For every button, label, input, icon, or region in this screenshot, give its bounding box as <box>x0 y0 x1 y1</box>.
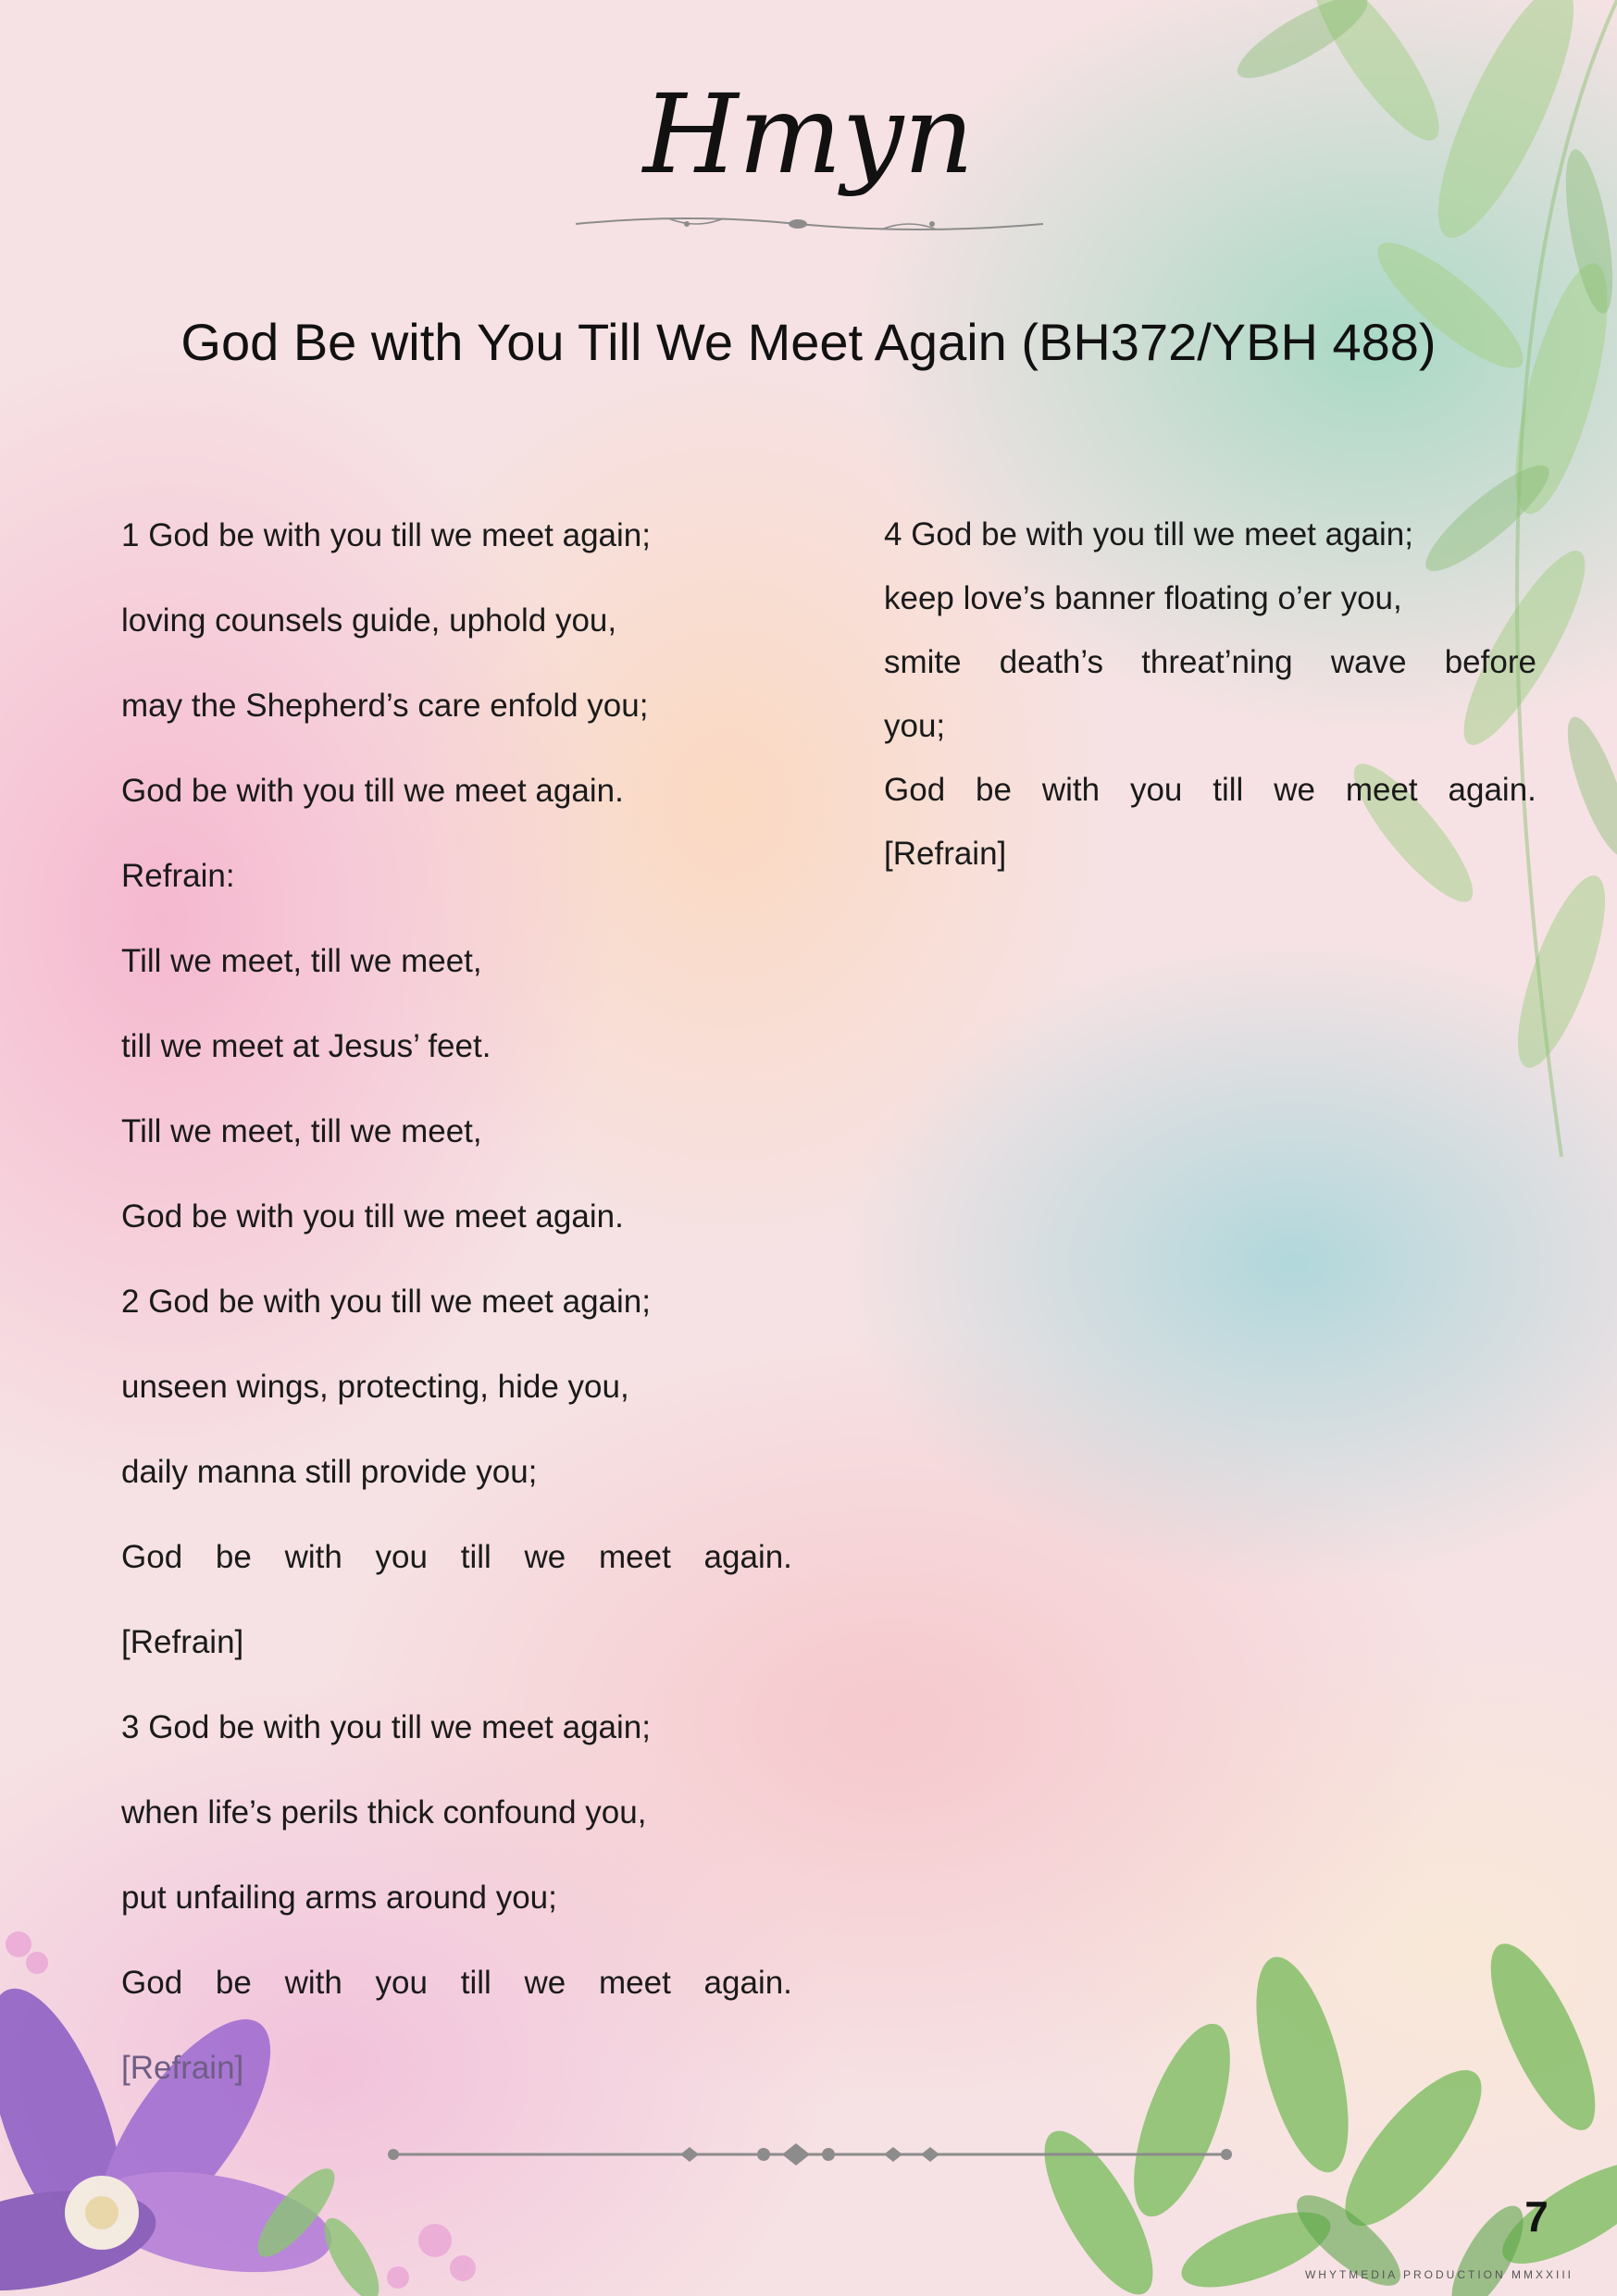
verse-line: 4 God be with you till we meet again; <box>884 516 1413 552</box>
verse-line-justified <box>121 1529 792 1614</box>
verse-line: may the Shepherd’s care enfold you; <box>121 688 649 724</box>
hymn-right-column <box>884 507 1536 890</box>
refrain-line: Till we meet, till we meet, <box>121 1113 482 1149</box>
word: with <box>284 1539 342 1575</box>
footer-ornament-divider <box>384 2136 1236 2173</box>
refrain-marker: [Refrain] <box>121 1624 244 1660</box>
word: God <box>121 1539 183 1575</box>
word: till <box>460 1965 491 2001</box>
refrain-line: God be with you till we meet again. <box>121 1198 624 1235</box>
word: we <box>524 1539 566 1575</box>
word: you <box>375 1539 428 1575</box>
verse-line: keep love’s banner floating o’er you, <box>884 580 1402 616</box>
word: you <box>1129 772 1183 808</box>
verse-line: unseen wings, protecting, hide you, <box>121 1369 629 1405</box>
word: wave <box>1330 644 1407 680</box>
word: meet <box>599 1965 671 2001</box>
verse-line-justified <box>884 635 1536 699</box>
word: till <box>460 1539 491 1575</box>
refrain-marker: [Refrain] <box>121 2050 244 2086</box>
word: meet <box>599 1539 671 1575</box>
word: be <box>976 772 1012 808</box>
word: we <box>524 1965 566 2001</box>
hymn-left-column <box>121 507 792 2125</box>
refrain-marker: [Refrain] <box>884 836 1007 872</box>
word: we <box>1274 772 1315 808</box>
verse-line-justified <box>884 763 1536 826</box>
word: before <box>1444 644 1536 680</box>
refrain-line: Till we meet, till we meet, <box>121 943 482 979</box>
verse-line-justified <box>121 1955 792 2040</box>
word: with <box>1041 772 1101 808</box>
word: again. <box>703 1539 792 1575</box>
word: with <box>284 1965 342 2001</box>
page-number: 7 <box>1524 2192 1549 2240</box>
verse-line: 3 God be with you till we meet again; <box>121 1709 651 1745</box>
hymn-title: God Be with You Till We Meet Again (BH372/YBH 488) <box>180 313 1437 371</box>
header-flourish-divider <box>576 205 1043 242</box>
word: you <box>375 1965 428 2001</box>
verse-line: daily manna still provide you; <box>121 1454 538 1490</box>
refrain-line: till we meet at Jesus’ feet. <box>121 1028 491 1064</box>
header-script-word: Hmyn <box>642 70 975 198</box>
refrain-heading: Refrain: <box>121 858 235 894</box>
word: again. <box>703 1965 792 2001</box>
verse-line: you; <box>884 708 946 744</box>
verse-line: put unfailing arms around you; <box>121 1880 557 1916</box>
verse-line: loving counsels guide, uphold you, <box>121 602 617 639</box>
verse-line: 2 God be with you till we meet again; <box>121 1284 651 1320</box>
word: threat’ning <box>1141 644 1293 680</box>
word: be <box>215 1539 252 1575</box>
verse-line: when life’s perils thick confound you, <box>121 1794 647 1831</box>
word: meet <box>1345 772 1418 808</box>
word: be <box>215 1965 252 2001</box>
word: God <box>884 772 946 808</box>
word: till <box>1213 772 1244 808</box>
word: again. <box>1448 772 1536 808</box>
verse-line: 1 God be with you till we meet again; <box>121 517 651 553</box>
word: God <box>121 1965 183 2001</box>
word: death’s <box>999 644 1104 680</box>
production-credit: WHYTMEDIA PRODUCTION MMXXIII <box>1304 2268 1573 2281</box>
word: smite <box>884 644 962 680</box>
verse-line: God be with you till we meet again. <box>121 773 624 809</box>
